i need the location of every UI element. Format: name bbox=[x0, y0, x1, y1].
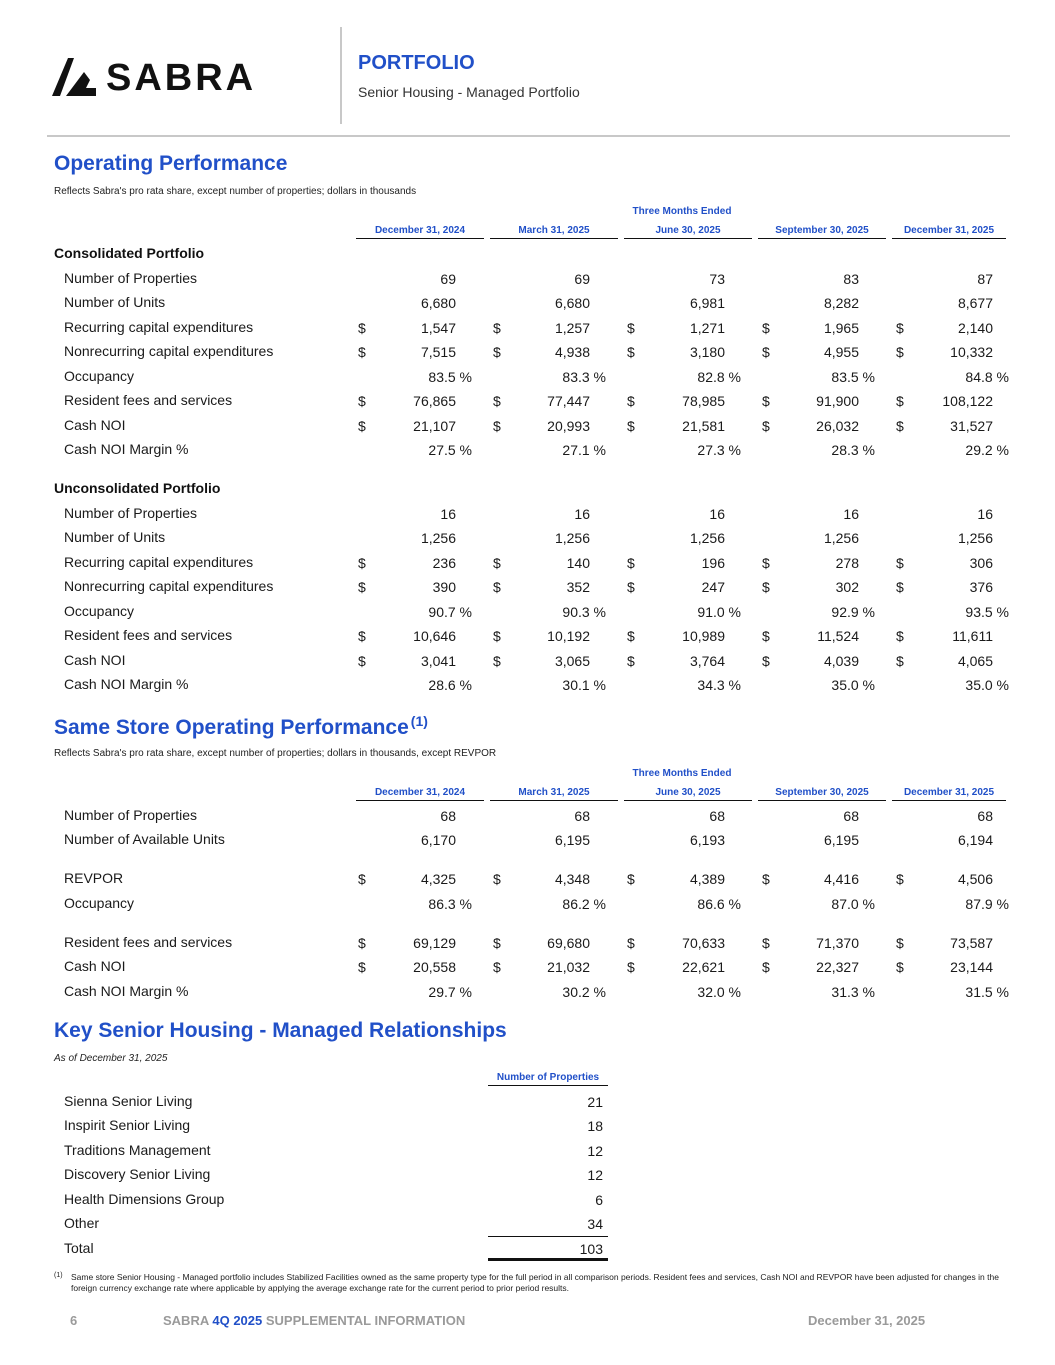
row-label: Number of Properties bbox=[64, 270, 198, 286]
header-divider bbox=[340, 27, 342, 124]
cell-value: 21,581 bbox=[682, 418, 725, 434]
cell-value: 10,192 bbox=[547, 628, 590, 644]
row-label: Traditions Management bbox=[64, 1142, 211, 1158]
cell-value: 22,327 bbox=[816, 959, 859, 975]
cell-value: 1,256 bbox=[554, 530, 590, 546]
currency-symbol: $ bbox=[627, 344, 635, 360]
column-header: December 31, 2025 bbox=[892, 225, 1006, 239]
currency-symbol: $ bbox=[358, 653, 366, 669]
table-row bbox=[0, 392, 1055, 414]
cell-value: 87.9 % bbox=[965, 896, 1009, 912]
row-label: Other bbox=[64, 1215, 100, 1231]
row-label: Cash NOI bbox=[64, 652, 126, 668]
table-row bbox=[0, 958, 1055, 980]
cell-value: 23,144 bbox=[950, 959, 993, 975]
currency-symbol: $ bbox=[762, 959, 770, 975]
currency-symbol: $ bbox=[493, 579, 501, 595]
cell-value: 83.5 % bbox=[831, 369, 875, 385]
table-row bbox=[0, 417, 1055, 439]
row-label: Number of Properties bbox=[64, 807, 198, 823]
currency-symbol: $ bbox=[762, 871, 770, 887]
cell-value: 68 bbox=[843, 808, 859, 824]
column-header: December 31, 2025 bbox=[892, 787, 1006, 801]
cell-value: 20,558 bbox=[413, 959, 456, 975]
cell-value: 196 bbox=[701, 555, 725, 571]
currency-symbol: $ bbox=[762, 653, 770, 669]
cell-value: 18 bbox=[587, 1118, 603, 1134]
currency-symbol: $ bbox=[896, 344, 904, 360]
currency-symbol: $ bbox=[896, 959, 904, 975]
row-label: Health Dimensions Group bbox=[64, 1191, 225, 1207]
cell-value: 31.5 % bbox=[965, 984, 1009, 1000]
currency-symbol: $ bbox=[493, 959, 501, 975]
header-rule bbox=[47, 135, 1010, 137]
cell-value: 12 bbox=[587, 1143, 603, 1159]
currency-symbol: $ bbox=[627, 579, 635, 595]
cell-value: 2,140 bbox=[957, 320, 993, 336]
row-label: Occupancy bbox=[64, 603, 135, 619]
currency-symbol: $ bbox=[627, 871, 635, 887]
cell-value: 8,677 bbox=[957, 295, 993, 311]
cell-value: 236 bbox=[432, 555, 456, 571]
cell-value: 90.7 % bbox=[428, 604, 472, 620]
footer-label: SABRA 4Q 2025 SUPPLEMENTAL INFORMATION bbox=[163, 1313, 466, 1328]
currency-symbol: $ bbox=[627, 393, 635, 409]
column-header: June 30, 2025 bbox=[624, 225, 752, 239]
cell-value: 1,257 bbox=[554, 320, 590, 336]
cell-value: 28.6 % bbox=[428, 677, 472, 693]
cell-value: 69 bbox=[574, 271, 590, 287]
table-row bbox=[0, 934, 1055, 956]
row-label: Sienna Senior Living bbox=[64, 1093, 193, 1109]
currency-symbol: $ bbox=[896, 628, 904, 644]
currency-symbol: $ bbox=[627, 628, 635, 644]
footnote-marker: (1) bbox=[410, 713, 428, 729]
cell-value: 16 bbox=[709, 506, 725, 522]
cell-value: 86.3 % bbox=[428, 896, 472, 912]
currency-symbol: $ bbox=[762, 935, 770, 951]
column-header: December 31, 2024 bbox=[356, 787, 484, 801]
table-row bbox=[0, 529, 1055, 551]
table-row bbox=[0, 1142, 1055, 1164]
cell-value: 6 bbox=[595, 1192, 603, 1208]
currency-symbol: $ bbox=[358, 320, 366, 336]
page-title: PORTFOLIO bbox=[358, 52, 475, 74]
cell-value: 278 bbox=[835, 555, 859, 571]
cell-value: 68 bbox=[977, 808, 993, 824]
cell-value: 4,938 bbox=[554, 344, 590, 360]
column-header: December 31, 2024 bbox=[356, 225, 484, 239]
table-row bbox=[0, 807, 1055, 829]
total-double-rule bbox=[488, 1258, 608, 1261]
cell-value: 27.1 % bbox=[562, 442, 606, 458]
cell-value: 70,633 bbox=[682, 935, 725, 951]
table-row bbox=[0, 505, 1055, 527]
cell-value: 77,447 bbox=[547, 393, 590, 409]
cell-value: 140 bbox=[566, 555, 590, 571]
cell-value: 35.0 % bbox=[965, 677, 1009, 693]
currency-symbol: $ bbox=[896, 579, 904, 595]
footer-date: December 31, 2025 bbox=[808, 1313, 926, 1328]
currency-symbol: $ bbox=[358, 418, 366, 434]
table-row bbox=[0, 895, 1055, 917]
row-label: Cash NOI Margin % bbox=[64, 441, 189, 457]
cell-value: 31.3 % bbox=[831, 984, 875, 1000]
row-label: Resident fees and services bbox=[64, 392, 233, 408]
cell-value: 4,416 bbox=[823, 871, 859, 887]
cell-value: 68 bbox=[574, 808, 590, 824]
currency-symbol: $ bbox=[358, 393, 366, 409]
cell-value: 6,195 bbox=[823, 832, 859, 848]
cell-value: 20,993 bbox=[547, 418, 590, 434]
currency-symbol: $ bbox=[493, 653, 501, 669]
page-subtitle: Senior Housing - Managed Portfolio bbox=[358, 84, 580, 100]
row-label: Total bbox=[64, 1240, 94, 1256]
row-label: Number of Units bbox=[64, 529, 166, 545]
cell-value: 21,107 bbox=[413, 418, 456, 434]
currency-symbol: $ bbox=[493, 935, 501, 951]
cell-value: 4,039 bbox=[823, 653, 859, 669]
cell-value: 34.3 % bbox=[697, 677, 741, 693]
cell-value: 68 bbox=[709, 808, 725, 824]
cell-value: 91,900 bbox=[816, 393, 859, 409]
cell-value: 21 bbox=[587, 1094, 603, 1110]
cell-value: 69,680 bbox=[547, 935, 590, 951]
currency-symbol: $ bbox=[493, 555, 501, 571]
row-label: Discovery Senior Living bbox=[64, 1166, 211, 1182]
page-number: 6 bbox=[70, 1313, 78, 1328]
row-label: Nonrecurring capital expenditures bbox=[64, 343, 274, 359]
cell-value: 30.2 % bbox=[562, 984, 606, 1000]
cell-value: 1,256 bbox=[420, 530, 456, 546]
column-header: June 30, 2025 bbox=[624, 787, 752, 801]
row-label: Cash NOI bbox=[64, 417, 126, 433]
table-row bbox=[0, 1215, 1055, 1237]
cell-value: 1,256 bbox=[823, 530, 859, 546]
footnote: (1) Same store Senior Housing - Managed portfolio includes Stabilized Facilities owned as the same property type for the full period in all comparison periods. Resident fees and services, Cash NOI and REVPOR have been adjusted for changes in the foreign currency exchange rate where applicable by applying the average exchange rate for the current period to prior period results. bbox=[54, 1272, 999, 1293]
cell-value: 91.0 % bbox=[697, 604, 741, 620]
cell-value: 1,256 bbox=[689, 530, 725, 546]
currency-symbol: $ bbox=[762, 393, 770, 409]
cell-value: 83.3 % bbox=[562, 369, 606, 385]
currency-symbol: $ bbox=[762, 418, 770, 434]
cell-value: 4,506 bbox=[957, 871, 993, 887]
currency-symbol: $ bbox=[896, 320, 904, 336]
cell-value: 302 bbox=[835, 579, 859, 595]
table-row bbox=[0, 652, 1055, 674]
cell-value: 32.0 % bbox=[697, 984, 741, 1000]
relationships-note: As of December 31, 2025 bbox=[54, 1053, 168, 1064]
cell-value: 27.5 % bbox=[428, 442, 472, 458]
table-row bbox=[0, 441, 1055, 463]
currency-symbol: $ bbox=[627, 418, 635, 434]
cell-value: 7,515 bbox=[420, 344, 456, 360]
row-label: Cash NOI bbox=[64, 958, 126, 974]
cell-value: 84.8 % bbox=[965, 369, 1009, 385]
table-row bbox=[0, 1191, 1055, 1213]
cell-value: 28.3 % bbox=[831, 442, 875, 458]
currency-symbol: $ bbox=[627, 555, 635, 571]
currency-symbol: $ bbox=[493, 628, 501, 644]
row-label: Recurring capital expenditures bbox=[64, 554, 254, 570]
currency-symbol: $ bbox=[358, 579, 366, 595]
currency-symbol: $ bbox=[896, 871, 904, 887]
cell-value: 4,325 bbox=[420, 871, 456, 887]
table-row bbox=[0, 627, 1055, 649]
cell-value: 10,989 bbox=[682, 628, 725, 644]
row-label: Occupancy bbox=[64, 895, 135, 911]
row-label: Number of Units bbox=[64, 294, 166, 310]
row-label: Inspirit Senior Living bbox=[64, 1117, 191, 1133]
cell-value: 352 bbox=[566, 579, 590, 595]
cell-value: 6,195 bbox=[554, 832, 590, 848]
cell-value: 108,122 bbox=[942, 393, 993, 409]
currency-symbol: $ bbox=[358, 935, 366, 951]
cell-value: 22,621 bbox=[682, 959, 725, 975]
currency-symbol: $ bbox=[896, 653, 904, 669]
cell-value: 3,065 bbox=[554, 653, 590, 669]
cell-value: 4,955 bbox=[823, 344, 859, 360]
cell-value: 6,170 bbox=[420, 832, 456, 848]
cell-value: 306 bbox=[969, 555, 993, 571]
currency-symbol: $ bbox=[627, 653, 635, 669]
currency-symbol: $ bbox=[762, 344, 770, 360]
currency-symbol: $ bbox=[358, 959, 366, 975]
table-row bbox=[0, 603, 1055, 625]
currency-symbol: $ bbox=[493, 344, 501, 360]
cell-value: 71,370 bbox=[816, 935, 859, 951]
currency-symbol: $ bbox=[762, 579, 770, 595]
row-label: Resident fees and services bbox=[64, 934, 233, 950]
cell-value: 12 bbox=[587, 1167, 603, 1183]
table-row bbox=[0, 1093, 1055, 1115]
cell-value: 6,193 bbox=[689, 832, 725, 848]
cell-value: 1,965 bbox=[823, 320, 859, 336]
sabra-logo bbox=[52, 50, 297, 100]
cell-value: 82.8 % bbox=[697, 369, 741, 385]
consolidated-title: Consolidated Portfolio bbox=[54, 245, 205, 261]
logo-wordmark: SABRA bbox=[106, 57, 257, 99]
table-row bbox=[0, 343, 1055, 365]
cell-value: 8,282 bbox=[823, 295, 859, 311]
table-row bbox=[0, 831, 1055, 853]
cell-value: 10,646 bbox=[413, 628, 456, 644]
table-row bbox=[0, 294, 1055, 316]
cell-value: 34 bbox=[587, 1216, 603, 1232]
table-row bbox=[0, 676, 1055, 698]
currency-symbol: $ bbox=[896, 935, 904, 951]
cell-value: 1,547 bbox=[420, 320, 456, 336]
cell-value: 73,587 bbox=[950, 935, 993, 951]
relationships-column-header: Number of Properties bbox=[488, 1072, 608, 1086]
currency-symbol: $ bbox=[762, 320, 770, 336]
table-row bbox=[0, 270, 1055, 292]
cell-value: 27.3 % bbox=[697, 442, 741, 458]
cell-value: 30.1 % bbox=[562, 677, 606, 693]
operating-note: Reflects Sabra's pro rata share, except number of properties; dollars in thousands bbox=[54, 186, 417, 197]
cell-value: 1,271 bbox=[689, 320, 725, 336]
cell-value: 11,524 bbox=[817, 628, 859, 644]
row-label: Recurring capital expenditures bbox=[64, 319, 254, 335]
cell-value: 68 bbox=[440, 808, 456, 824]
column-header: March 31, 2025 bbox=[490, 787, 618, 801]
cell-value: 11,611 bbox=[952, 628, 993, 644]
table-row bbox=[0, 983, 1055, 1005]
cell-value: 4,065 bbox=[957, 653, 993, 669]
currency-symbol: $ bbox=[627, 320, 635, 336]
currency-symbol: $ bbox=[358, 344, 366, 360]
cell-value: 29.7 % bbox=[428, 984, 472, 1000]
cell-value: 3,180 bbox=[689, 344, 725, 360]
cell-value: 21,032 bbox=[547, 959, 590, 975]
cell-value: 87.0 % bbox=[831, 896, 875, 912]
column-header: September 30, 2025 bbox=[758, 787, 886, 801]
cell-value: 10,332 bbox=[950, 344, 993, 360]
cell-value: 6,680 bbox=[554, 295, 590, 311]
cell-value: 86.2 % bbox=[562, 896, 606, 912]
row-label: Resident fees and services bbox=[64, 627, 233, 643]
cell-value: 92.9 % bbox=[831, 604, 875, 620]
cell-value: 76,865 bbox=[413, 393, 456, 409]
cell-value: 6,680 bbox=[420, 295, 456, 311]
cell-value: 83 bbox=[843, 271, 859, 287]
cell-value: 3,764 bbox=[689, 653, 725, 669]
cell-value: 35.0 % bbox=[831, 677, 875, 693]
cell-value: 16 bbox=[843, 506, 859, 522]
cell-value: 86.6 % bbox=[697, 896, 741, 912]
cell-value: 78,985 bbox=[682, 393, 725, 409]
table-row bbox=[0, 578, 1055, 600]
cell-value: 90.3 % bbox=[562, 604, 606, 620]
unconsolidated-title: Unconsolidated Portfolio bbox=[54, 480, 221, 496]
row-label: Occupancy bbox=[64, 368, 135, 384]
currency-symbol: $ bbox=[762, 628, 770, 644]
cell-value: 4,389 bbox=[689, 871, 725, 887]
cell-value: 1,256 bbox=[957, 530, 993, 546]
currency-symbol: $ bbox=[358, 871, 366, 887]
same-store-note: Reflects Sabra's pro rata share, except number of properties; dollars in thousands, except REVPOR bbox=[54, 748, 497, 759]
table-row bbox=[0, 1117, 1055, 1139]
cell-value: 16 bbox=[574, 506, 590, 522]
column-header: September 30, 2025 bbox=[758, 225, 886, 239]
currency-symbol: $ bbox=[896, 418, 904, 434]
table-row bbox=[0, 870, 1055, 892]
cell-value: 93.5 % bbox=[965, 604, 1009, 620]
cell-value: 3,041 bbox=[420, 653, 456, 669]
cell-value: 247 bbox=[701, 579, 725, 595]
cell-value: 390 bbox=[432, 579, 456, 595]
currency-symbol: $ bbox=[358, 628, 366, 644]
same-store-title: Same Store Operating Performance $^{(1)}$ bbox=[54, 713, 428, 739]
operating-title: Operating Performance bbox=[54, 152, 288, 175]
total-rule bbox=[488, 1236, 608, 1237]
row-label: REVPOR bbox=[64, 870, 124, 886]
currency-symbol: $ bbox=[493, 320, 501, 336]
cell-value: 16 bbox=[440, 506, 456, 522]
cell-value: 29.2 % bbox=[965, 442, 1009, 458]
cell-value: 16 bbox=[977, 506, 993, 522]
cell-value: 376 bbox=[969, 579, 993, 595]
relationships-title: Key Senior Housing - Managed Relationships bbox=[54, 1019, 507, 1042]
currency-symbol: $ bbox=[762, 555, 770, 571]
column-header: March 31, 2025 bbox=[490, 225, 618, 239]
row-label: Cash NOI Margin % bbox=[64, 676, 189, 692]
same-store-period-caption: Three Months Ended bbox=[632, 768, 732, 779]
cell-value: 103 bbox=[579, 1241, 603, 1257]
cell-value: 69 bbox=[440, 271, 456, 287]
currency-symbol: $ bbox=[358, 555, 366, 571]
table-row bbox=[0, 368, 1055, 390]
currency-symbol: $ bbox=[493, 393, 501, 409]
row-label: Cash NOI Margin % bbox=[64, 983, 189, 999]
cell-value: 4,348 bbox=[554, 871, 590, 887]
row-label: Nonrecurring capital expenditures bbox=[64, 578, 274, 594]
cell-value: 87 bbox=[977, 271, 993, 287]
cell-value: 31,527 bbox=[950, 418, 993, 434]
cell-value: 6,981 bbox=[689, 295, 725, 311]
cell-value: 26,032 bbox=[816, 418, 859, 434]
cell-value: 6,194 bbox=[957, 832, 993, 848]
currency-symbol: $ bbox=[627, 959, 635, 975]
currency-symbol: $ bbox=[896, 393, 904, 409]
cell-value: 69,129 bbox=[413, 935, 456, 951]
operating-period-caption: Three Months Ended bbox=[632, 206, 732, 217]
row-label: Number of Properties bbox=[64, 505, 198, 521]
cell-value: 73 bbox=[709, 271, 725, 287]
row-label: Number of Available Units bbox=[64, 831, 225, 847]
currency-symbol: $ bbox=[493, 418, 501, 434]
cell-value: 83.5 % bbox=[428, 369, 472, 385]
currency-symbol: $ bbox=[627, 935, 635, 951]
table-row bbox=[0, 319, 1055, 341]
table-row bbox=[0, 1166, 1055, 1188]
currency-symbol: $ bbox=[493, 871, 501, 887]
currency-symbol: $ bbox=[896, 555, 904, 571]
table-row bbox=[0, 554, 1055, 576]
